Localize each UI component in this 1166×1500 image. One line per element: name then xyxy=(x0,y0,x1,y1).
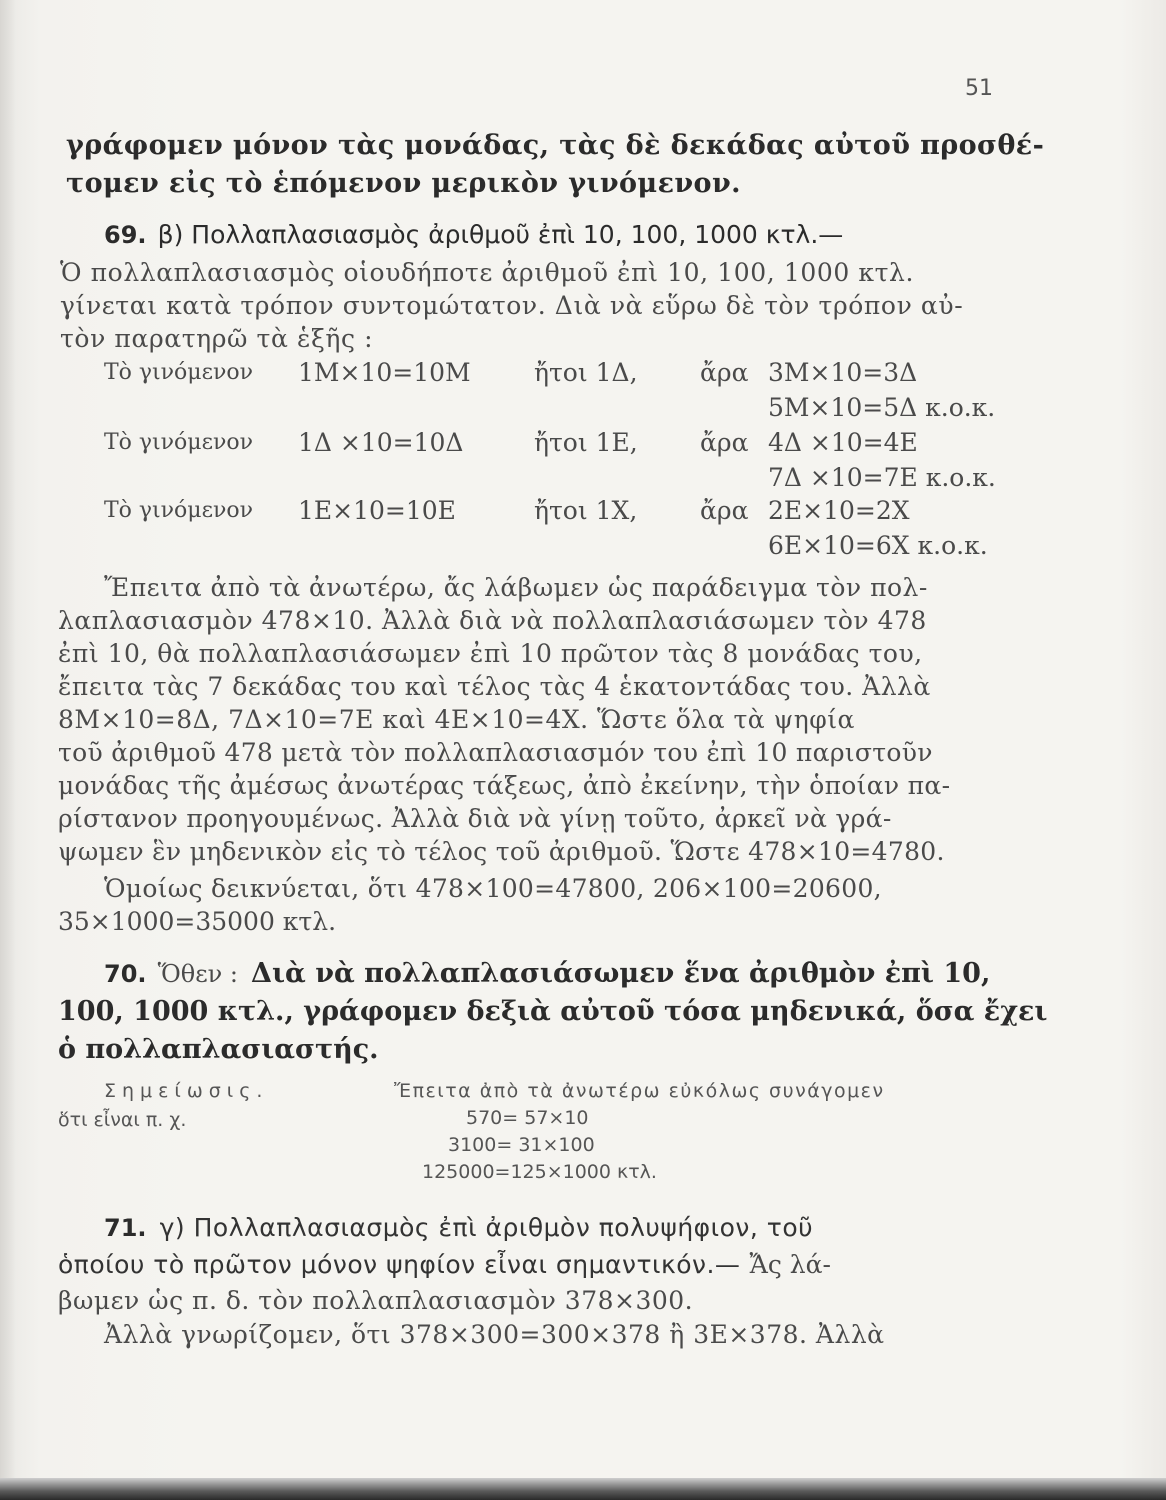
example-result: 4Δ ×10=4Ε xyxy=(768,428,918,457)
note-equation: 125000=125×1000 κτλ. xyxy=(422,1161,657,1183)
example-note: ἤτοι 1Δ, xyxy=(534,358,638,387)
text-line: ψωμεν ἓν μηδενικὸν εἰς τὸ τέλος τοῦ ἀριθμοῦ. Ὥστε 478×10=4780. xyxy=(58,837,945,866)
example-ara: ἄρα xyxy=(700,496,749,525)
text-line: τοῦ ἀριθμοῦ 478 μετὰ τὸν πολλαπλασιασμόν του ἐπὶ 10 παριστοῦν xyxy=(58,738,933,767)
section-number: 69. xyxy=(104,221,147,249)
page-gutter-shadow xyxy=(0,0,16,1500)
text-line: Ἀλλὰ γνωρίζομεν, ὅτι 378×300=300×378 ἢ 3Ε×378. Ἀλλὰ xyxy=(104,1320,885,1349)
example-result: 3M×10=3Δ xyxy=(768,358,918,387)
example-equation: 1Ε×10=10Ε xyxy=(298,496,456,525)
text-line: τομεν εἰς τὸ ἑπόμενον μερικὸν γινόμενον. xyxy=(66,168,741,199)
text-line: βωμεν ὡς π. δ. τὸν πολλαπλασιασμὸν 378×300. xyxy=(58,1286,694,1315)
text-line: ρίστανον προηγουμένως. Ἀλλὰ διὰ νὰ γίνῃ τοῦτο, ἀρκεῖ νὰ γρά- xyxy=(58,804,892,833)
example-note: ἤτοι 1Ε, xyxy=(534,428,638,457)
text-line: Ὁ πολλαπλασιασμὸς οἱουδήποτε ἀριθμοῦ ἐπὶ 10, 100, 1000 κτλ. xyxy=(60,258,915,287)
example-result: 6Ε×10=6Χ κ.ο.κ. xyxy=(768,531,988,560)
text-line: γράφομεν μόνον τὰς μονάδας, τὰς δὲ δεκάδας αὐτοῦ προσθέ- xyxy=(66,130,1045,161)
page-bottom-shadow xyxy=(0,1478,1166,1500)
section-title: ὁποίου τὸ πρῶτον μόνον ψηφίον εἶναι σημαντικόν.— xyxy=(58,1250,741,1279)
example-equation: 1M×10=10M xyxy=(298,358,471,387)
text-line: Ἔπειτα ἀπὸ τὰ ἀνωτέρω, ἄς λάβωμεν ὡς παράδειγμα τὸν πολ- xyxy=(104,573,928,602)
rule-text: ὁ πολλαπλασιαστής. xyxy=(58,1034,379,1065)
text-line: ἔπειτα τὰς 7 δεκάδας του καὶ τέλος τὰς 4 ἑκατοντάδας του. Ἀλλὰ xyxy=(58,672,931,701)
text-fragment: Ἄς λά- xyxy=(749,1250,831,1279)
example-result: 5M×10=5Δ κ.ο.κ. xyxy=(768,393,996,422)
text-line: γίνεται κατὰ τρόπον συντομώτατον. Διὰ νὰ εὕρω δὲ τὸν τρόπον αὐ- xyxy=(60,291,964,320)
text-line: τὸν παρατηρῶ τὰ ἑξῆς : xyxy=(60,324,374,353)
example-label: Τὸ γινόμενον xyxy=(104,498,253,523)
section-number: 70. xyxy=(104,960,147,988)
section-71-heading xyxy=(104,1213,813,1242)
example-ara: ἄρα xyxy=(700,428,749,457)
example-note: ἤτοι 1Χ, xyxy=(534,496,638,525)
section-title: γ) Πολλαπλασιασμὸς ἐπὶ ἀριθμὸν πολυψήφιον, τοῦ xyxy=(159,1213,814,1242)
example-equation: 1Δ ×10=10Δ xyxy=(298,428,464,457)
note-label: Σημείωσις. xyxy=(104,1080,269,1102)
note-text: Ἔπειτα ἀπὸ τὰ ἀνωτέρω εὐκόλως συνάγομεν xyxy=(394,1080,885,1102)
text-line: λαπλασιασμὸν 478×10. Ἀλλὰ διὰ νὰ πολλαπλασιάσωμεν τὸν 478 xyxy=(58,606,927,635)
page-number: 51 xyxy=(965,76,993,101)
example-result: 2Ε×10=2Χ xyxy=(768,496,910,525)
note-text: ὅτι εἶναι π. χ. xyxy=(58,1109,187,1131)
section-69-heading xyxy=(104,220,843,249)
rule-text: Διὰ νὰ πολλαπλασιάσωμεν ἕνα ἀριθμὸν ἐπὶ 10, xyxy=(251,958,991,989)
rule-text: 100, 1000 κτλ., γράφομεν δεξιὰ αὐτοῦ τόσα μηδενικά, ὅσα ἔχει xyxy=(58,996,1048,1027)
example-result: 7Δ ×10=7Ε κ.ο.κ. xyxy=(768,463,996,492)
text-line: ἐπὶ 10, θὰ πολλαπλασιάσωμεν ἐπὶ 10 πρῶτον τὰς 8 μονάδας του, xyxy=(58,639,923,668)
text-line: 8M×10=8Δ, 7Δ×10=7Ε καὶ 4Ε×10=4Χ. Ὥστε ὅλα τὰ ψηφία xyxy=(58,705,855,734)
note-equation: 570= 57×10 xyxy=(466,1107,589,1129)
example-ara: ἄρα xyxy=(700,358,749,387)
example-label: Τὸ γινόμενον xyxy=(104,360,253,385)
section-lead: Ὅθεν : xyxy=(157,960,238,988)
note-equation: 3100= 31×100 xyxy=(448,1134,595,1156)
text-line: 35×1000=35000 κτλ. xyxy=(58,907,337,936)
section-70-rule xyxy=(104,958,990,989)
example-label: Τὸ γινόμενον xyxy=(104,430,253,455)
section-71-line xyxy=(58,1250,831,1279)
text-line: μονάδας τῆς ἀμέσως ἀνωτέρας τάξεως, ἀπὸ ἐκείνην, τὴν ὁποίαν πα- xyxy=(58,771,951,800)
section-number: 71. xyxy=(104,1214,147,1242)
section-title: β) Πολλαπλασιασμὸς ἀριθμοῦ ἐπὶ 10, 100, 1000 κτλ.— xyxy=(157,220,844,249)
text-line: Ὁμοίως δεικνύεται, ὅτι 478×100=47800, 206×100=20600, xyxy=(104,874,882,903)
